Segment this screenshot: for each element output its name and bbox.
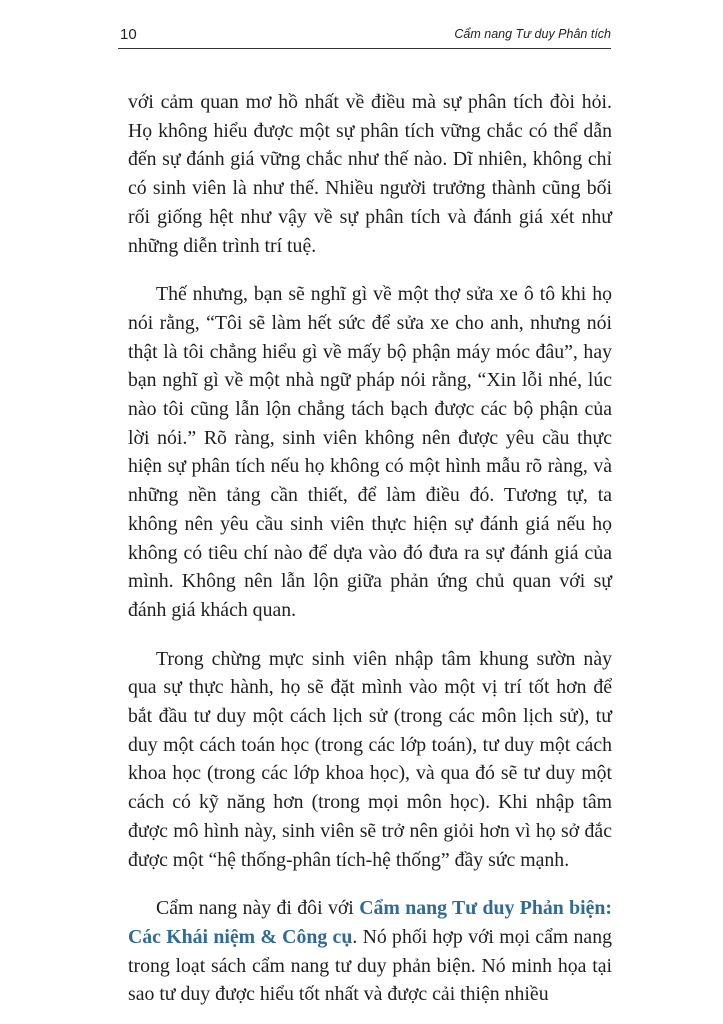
book-title-reference: Cẩm nang Tư duy Phản biện: Các Khái niệm & Công cụ [128, 897, 613, 948]
paragraph-4-lead: Cẩm nang này đi đôi với [156, 897, 360, 920]
paragraph-4-rest: . Nó phối hợp với mọi cẩm nang trong loạt sách cẩm nang tư duy phản biện. Nó minh họa tại sao tư duy được hiểu tốt nhất và được cải thiện nhiều [128, 925, 612, 1006]
running-title: Cẩm nang Tư duy Phân tích [454, 27, 611, 41]
body-text [128, 88, 612, 1009]
paragraph-1: với cảm quan mơ hồ nhất về điều mà sự phân tích đòi hỏi. Họ không hiểu được một sự phân tích vững chắc có thể dẫn đến sự đánh giá vững chắc như thế nào. Dĩ nhiên, không chỉ có sinh viên là như thế. Nhiều người trưởng thành cũng bối rối giống hệt như vậy về sự phân tích và đánh giá xét như những diễn trình trí tuệ. [128, 91, 612, 257]
page-header [118, 22, 611, 49]
page-number: 10 [120, 26, 137, 43]
paragraph-4 [128, 894, 612, 1009]
paragraph-3: Trong chừng mực sinh viên nhập tâm khung sườn này qua sự thực hành, họ sẽ đặt mình vào một vị trí tốt hơn để bắt đầu tư duy một cách lịch sử (trong các môn lịch sử), tư duy một cách toán học (trong các lớp toán), tư duy một cách khoa học (trong các lớp khoa học), và qua đó sẽ tư duy một cách có kỹ năng hơn (trong mọi môn học). Khi nhập tâm được mô hình này, sinh viên sẽ trở nên giỏi hơn vì họ sở đắc được một “hệ thống-phân tích-hệ thống” đầy sức mạnh. [128, 647, 612, 871]
paragraph-2: Thế nhưng, bạn sẽ nghĩ gì về một thợ sửa xe ô tô khi họ nói rằng, “Tôi sẽ làm hết sức để sửa xe cho anh, nhưng nói thật là tôi chẳng hiểu gì về mấy bộ phận máy móc đâu”, hay bạn nghĩ gì về một nhà ngữ pháp nói rằng, “Xin lỗi nhé, lúc nào tôi cũng lẫn lộn chẳng tách bạch được các bộ phận của lời nói.” Rõ ràng, sinh viên không nên được yêu cầu thực hiện sự phân tích nếu họ không có một hình mẫu rõ ràng, và những nền tảng cần thiết, để làm điều đó. Tương tự, ta không nên yêu cầu sinh viên thực hiện sự đánh giá nếu họ không có tiêu chí nào để dựa vào đó đưa ra sự đánh giá của mình. Không nên lẫn lộn giữa phản ứng chủ quan với sự đánh giá khách quan. [128, 283, 612, 621]
